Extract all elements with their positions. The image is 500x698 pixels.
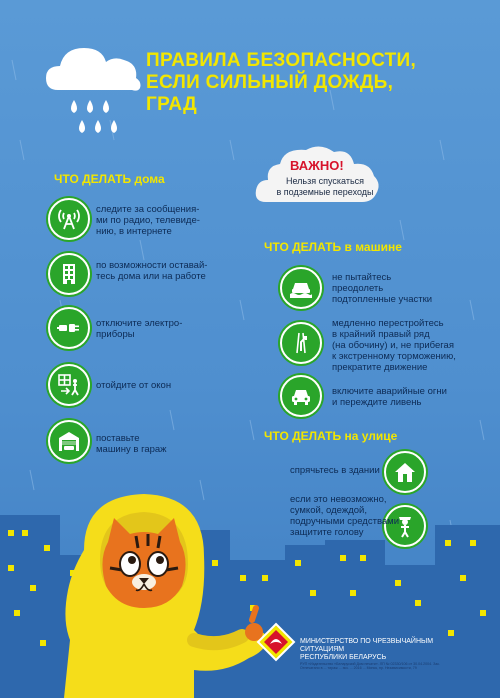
heading-place: дома <box>134 172 165 186</box>
text-line: сумкой, одеждой, <box>290 505 367 516</box>
text-line: подтопленные участки <box>332 294 433 305</box>
heading-place: на улице <box>344 429 398 443</box>
text-line: не пытайтесь <box>332 272 392 283</box>
car-item-text <box>332 272 432 305</box>
ministry-name <box>300 638 470 662</box>
text-line: отойдите от окон <box>96 380 172 391</box>
text-line: в крайний правый ряд <box>332 329 430 340</box>
text-line: следите за сообщения- <box>96 204 200 215</box>
footer-line: РУП «Издательство «Беларуский Дом печати». ЛП № 02330/106 от 30.04.2004. Зак. <box>300 662 440 666</box>
text-line: если это невозможно, <box>290 494 387 505</box>
title-line: ЕСЛИ СИЛЬНЫЙ ДОЖДЬ, <box>146 72 394 93</box>
plug-icon <box>48 307 90 349</box>
home-item-text <box>96 380 171 391</box>
heading-place: в машине <box>344 240 402 254</box>
text-line: прекратите движение <box>332 362 428 373</box>
text-line: к экстренному торможению, <box>332 351 456 362</box>
heading-prefix: ЧТО ДЕЛАТЬ <box>264 429 342 443</box>
text-line: преодолеть <box>332 283 384 294</box>
text-line: (на обочину) и, не прибегая <box>332 340 454 351</box>
text-line: тесь дома или на работе <box>96 271 206 282</box>
ministry-line: РЕСПУБЛИКИ БЕЛАРУСЬ <box>300 654 387 661</box>
text-line: поставьте <box>96 433 140 444</box>
ministry-emblem-icon <box>256 622 296 662</box>
text-line: приборы <box>96 329 135 340</box>
street-item-text <box>290 465 380 476</box>
text-line: нию, в интернете <box>96 226 172 237</box>
text-line: медленно перестройтесь <box>332 318 444 329</box>
text-line: включите аварийные огни <box>332 386 447 397</box>
text-line: ми по радио, телевиде- <box>96 215 200 226</box>
car-item-text <box>332 318 456 373</box>
text-line: машину в гараж <box>96 444 167 455</box>
house-icon <box>384 451 426 493</box>
text-line: и переждите ливень <box>332 397 422 408</box>
important-line: Нельзя спускаться <box>285 176 365 186</box>
text-line: по возможности оставай- <box>96 260 208 271</box>
car-heading <box>264 240 402 254</box>
window-person-icon <box>48 364 90 406</box>
ministry-line: МИНИСТЕРСТВО ПО ЧРЕЗВЫЧАЙНЫМ СИТУАЦИЯМ <box>300 638 434 653</box>
footer-line: Отпечатано в ... тираж ... экз. ... 2016 ... Минск, пр. Независимости, 79 <box>300 666 417 671</box>
home-item-text <box>96 204 200 237</box>
flooded-car-icon <box>280 267 322 309</box>
garage-icon <box>48 420 90 462</box>
street-heading <box>264 429 397 443</box>
street-item-text <box>290 494 399 538</box>
home-item-text <box>96 318 182 340</box>
home-item-text <box>96 260 207 282</box>
heading-prefix: ЧТО ДЕЛАТЬ <box>54 172 132 186</box>
title-line: ГРАД <box>146 94 197 115</box>
important-line: в подземные переходы <box>276 187 374 197</box>
radio-tower-icon <box>48 198 90 240</box>
cat-mascot <box>44 490 274 698</box>
home-heading <box>54 172 165 186</box>
footer-small-print <box>300 662 440 671</box>
rain-cloud-icon <box>44 38 144 148</box>
text-line: отключите электро- <box>96 318 183 329</box>
text-line: подручными средствами <box>290 516 400 527</box>
poster-title <box>146 50 476 116</box>
home-item-text <box>96 433 167 455</box>
heading-prefix: ЧТО ДЕЛАТЬ <box>264 240 342 254</box>
lane-change-icon <box>280 322 322 364</box>
hazard-car-icon <box>280 375 322 417</box>
text-line: защитите голову <box>290 527 364 538</box>
text-line: спрячьтесь в здании <box>290 465 380 476</box>
building-icon <box>48 253 90 295</box>
title-line: ПРАВИЛА БЕЗОПАСНОСТИ, <box>146 50 417 71</box>
important-title: ВАЖНО! <box>290 158 344 173</box>
car-item-text <box>332 386 447 408</box>
important-text <box>265 176 385 198</box>
